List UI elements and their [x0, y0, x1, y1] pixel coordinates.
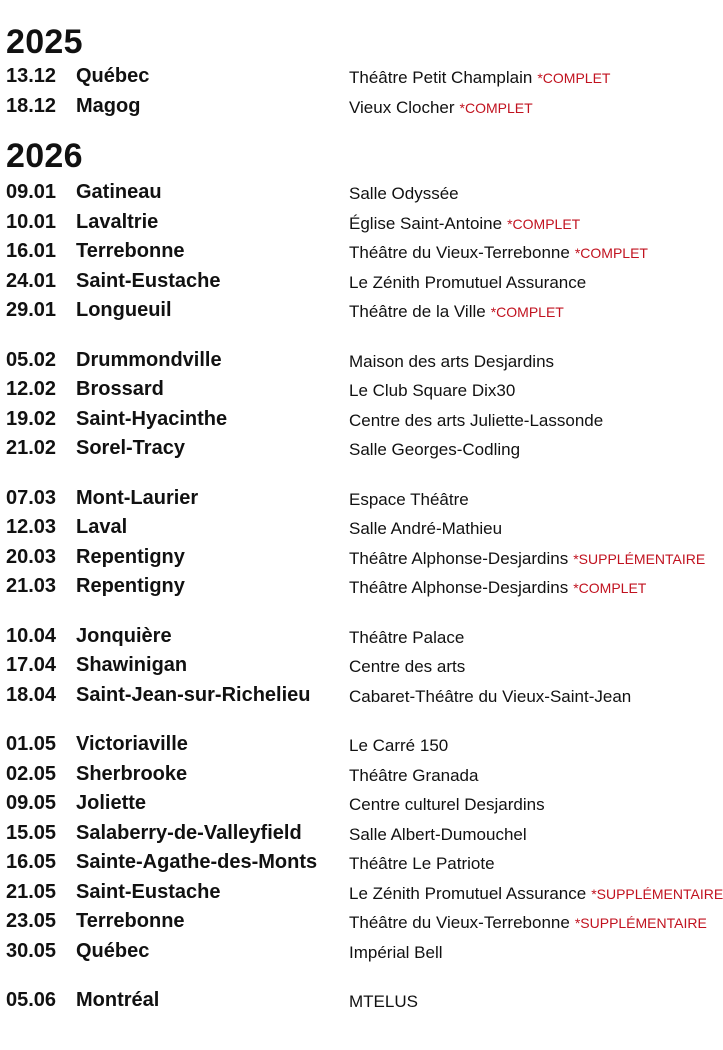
show-city: Terrebonne [76, 910, 185, 932]
venue-cell [349, 628, 700, 648]
month-group [6, 986, 700, 1016]
venue-cell [349, 992, 700, 1012]
show-row [6, 878, 723, 908]
show-date: 18.12 [6, 95, 57, 117]
show-row [6, 296, 700, 326]
venue-cell [349, 943, 700, 963]
show-venue: Salle Albert-Dumouchel [349, 824, 527, 844]
show-venue: Cabaret-Théâtre du Vieux-Saint-Jean [349, 686, 632, 706]
show-venue: Théâtre Le Patriote [349, 854, 495, 873]
show-date: 02.05 [6, 762, 57, 785]
show-date: 21.03 [6, 575, 57, 597]
show-row [6, 651, 700, 681]
venue-cell [349, 184, 700, 204]
show-row [6, 62, 700, 92]
status-badge: *COMPLET [507, 215, 581, 232]
show-row [6, 986, 700, 1016]
month-group [6, 730, 723, 966]
show-row [6, 572, 700, 602]
show-date: 24.01 [6, 269, 57, 292]
venue-cell [349, 440, 700, 460]
show-city: Shawinigan [76, 654, 188, 676]
show-date: 12.03 [6, 516, 57, 538]
venue-cell [349, 243, 700, 263]
year-section-2025 [6, 22, 700, 122]
show-venue: Salle André-Mathieu [349, 519, 503, 538]
show-row [6, 789, 700, 819]
show-city: Mont-Laurier [76, 486, 199, 509]
show-date: 13.12 [6, 65, 57, 87]
venue-cell [349, 883, 723, 904]
show-row [6, 208, 700, 238]
show-date: 19.02 [6, 407, 57, 430]
venue-cell [349, 913, 707, 933]
show-row [6, 375, 700, 405]
show-row [6, 760, 700, 790]
show-row [6, 937, 700, 967]
venue-cell [349, 381, 700, 401]
show-row [6, 543, 706, 573]
month-group [6, 62, 700, 122]
venue-cell [349, 854, 700, 874]
venue-cell [349, 302, 700, 322]
venue-cell [349, 214, 700, 234]
show-row [6, 819, 700, 849]
show-city: Montréal [76, 989, 160, 1011]
show-date: 30.05 [6, 939, 57, 962]
show-city: Salaberry-de-Valleyfield [76, 821, 302, 844]
show-venue: Le Zénith Promutuel Assurance [349, 883, 587, 903]
show-date: 16.01 [6, 240, 57, 262]
show-date: 17.04 [6, 654, 57, 676]
year-section-2026 [6, 136, 723, 1016]
status-badge: *COMPLET [537, 70, 611, 86]
venue-cell [349, 578, 700, 598]
show-city: Brossard [76, 378, 164, 400]
venue-cell [349, 736, 700, 756]
show-city: Laval [76, 516, 128, 538]
month-group [6, 622, 700, 711]
show-city: Victoriaville [76, 733, 188, 755]
show-city: Magog [76, 95, 141, 117]
venue-cell [349, 490, 700, 510]
venue-cell [349, 795, 700, 815]
show-date: 09.01 [6, 181, 57, 203]
show-venue: Salle Odyssée [349, 184, 459, 203]
show-city: Saint-Hyacinthe [76, 407, 228, 430]
show-date: 23.05 [6, 910, 57, 932]
show-date: 12.02 [6, 378, 57, 400]
show-city: Lavaltrie [76, 210, 159, 233]
show-venue: Théâtre du Vieux-Terrebonne [349, 913, 570, 932]
show-venue: Théâtre Granada [349, 765, 479, 785]
show-row [6, 848, 700, 878]
month-group [6, 484, 706, 602]
show-venue: Théâtre Alphonse-Desjardins [349, 548, 569, 568]
show-row [6, 484, 700, 514]
year-heading: 2026 [6, 137, 83, 175]
show-venue: Le Carré 150 [349, 736, 449, 755]
show-row [6, 346, 700, 376]
show-city: Repentigny [76, 575, 185, 597]
venue-cell [349, 98, 700, 118]
show-city: Joliette [76, 792, 147, 814]
show-date: 10.04 [6, 624, 57, 647]
show-city: Québec [76, 939, 150, 962]
venue-cell [349, 548, 706, 569]
show-city: Saint-Eustache [76, 880, 221, 903]
status-badge: *SUPPLÉMENTAIRE [591, 885, 723, 902]
show-date: 16.05 [6, 851, 57, 873]
month-group [6, 178, 700, 326]
status-badge: *COMPLET [490, 304, 564, 320]
show-row [6, 907, 707, 937]
status-badge: *SUPPLÉMENTAIRE [573, 550, 706, 567]
show-venue: Le Zénith Promutuel Assurance [349, 272, 587, 292]
show-date: 10.01 [6, 210, 57, 233]
show-venue: Centre des arts [349, 657, 466, 676]
show-row [6, 622, 700, 652]
status-badge: *COMPLET [459, 100, 533, 116]
show-city: Sherbrooke [76, 762, 188, 785]
show-date: 29.01 [6, 299, 57, 321]
show-city: Gatineau [76, 181, 162, 203]
show-date: 21.02 [6, 437, 57, 459]
show-city: Québec [76, 65, 150, 87]
venue-cell [349, 519, 700, 539]
venue-cell [349, 657, 700, 677]
venue-cell [349, 825, 700, 845]
show-date: 01.05 [6, 733, 57, 755]
show-date: 21.05 [6, 880, 57, 903]
show-venue: Centre des arts Juliette-Lassonde [349, 410, 604, 430]
status-badge: *COMPLET [574, 245, 648, 261]
show-city: Repentigny [76, 545, 185, 568]
show-row [6, 92, 700, 122]
show-row [6, 237, 700, 267]
venue-cell [349, 352, 700, 372]
show-date: 18.04 [6, 683, 57, 706]
show-row [6, 405, 700, 435]
show-venue: Théâtre Palace [349, 627, 465, 647]
show-date: 20.03 [6, 545, 57, 568]
show-date: 05.06 [6, 989, 57, 1011]
show-city: Terrebonne [76, 240, 185, 262]
show-city: Saint-Jean-sur-Richelieu [76, 683, 311, 706]
show-city: Sainte-Agathe-des-Monts [76, 851, 318, 873]
show-venue: Salle Georges-Codling [349, 440, 521, 459]
show-venue: Église Saint-Antoine [349, 213, 503, 233]
show-row [6, 681, 700, 711]
show-row [6, 267, 700, 297]
venue-cell [349, 687, 700, 707]
month-group [6, 346, 700, 464]
show-venue: Espace Théâtre [349, 489, 469, 509]
show-city: Longueuil [76, 299, 172, 321]
tour-schedule [6, 0, 723, 1016]
show-venue: MTELUS [349, 992, 418, 1011]
venue-cell [349, 273, 700, 293]
venue-cell [349, 411, 700, 431]
show-venue: Vieux Clocher [349, 98, 455, 117]
show-date: 05.02 [6, 348, 57, 371]
venue-cell [349, 766, 700, 786]
show-venue: Maison des arts Desjardins [349, 351, 555, 371]
year-heading: 2025 [6, 23, 83, 61]
show-venue: Centre culturel Desjardins [349, 795, 545, 814]
show-venue: Théâtre de la Ville [349, 302, 486, 321]
show-date: 09.05 [6, 792, 57, 814]
show-row [6, 730, 700, 760]
venue-cell [349, 68, 700, 88]
status-badge: *COMPLET [573, 580, 647, 596]
show-date: 07.03 [6, 486, 57, 509]
show-venue: Théâtre Petit Champlain [349, 68, 533, 87]
show-row [6, 513, 700, 543]
show-venue: Le Club Square Dix30 [349, 381, 516, 400]
show-city: Jonquière [76, 624, 172, 647]
show-city: Saint-Eustache [76, 269, 221, 292]
show-row [6, 178, 700, 208]
status-badge: *SUPPLÉMENTAIRE [574, 915, 707, 931]
show-row [6, 434, 700, 464]
show-city: Sorel-Tracy [76, 437, 185, 459]
show-venue: Impérial Bell [349, 942, 443, 962]
show-city: Drummondville [76, 348, 222, 371]
show-date: 15.05 [6, 821, 57, 844]
show-venue: Théâtre Alphonse-Desjardins [349, 578, 569, 597]
show-venue: Théâtre du Vieux-Terrebonne [349, 243, 570, 262]
